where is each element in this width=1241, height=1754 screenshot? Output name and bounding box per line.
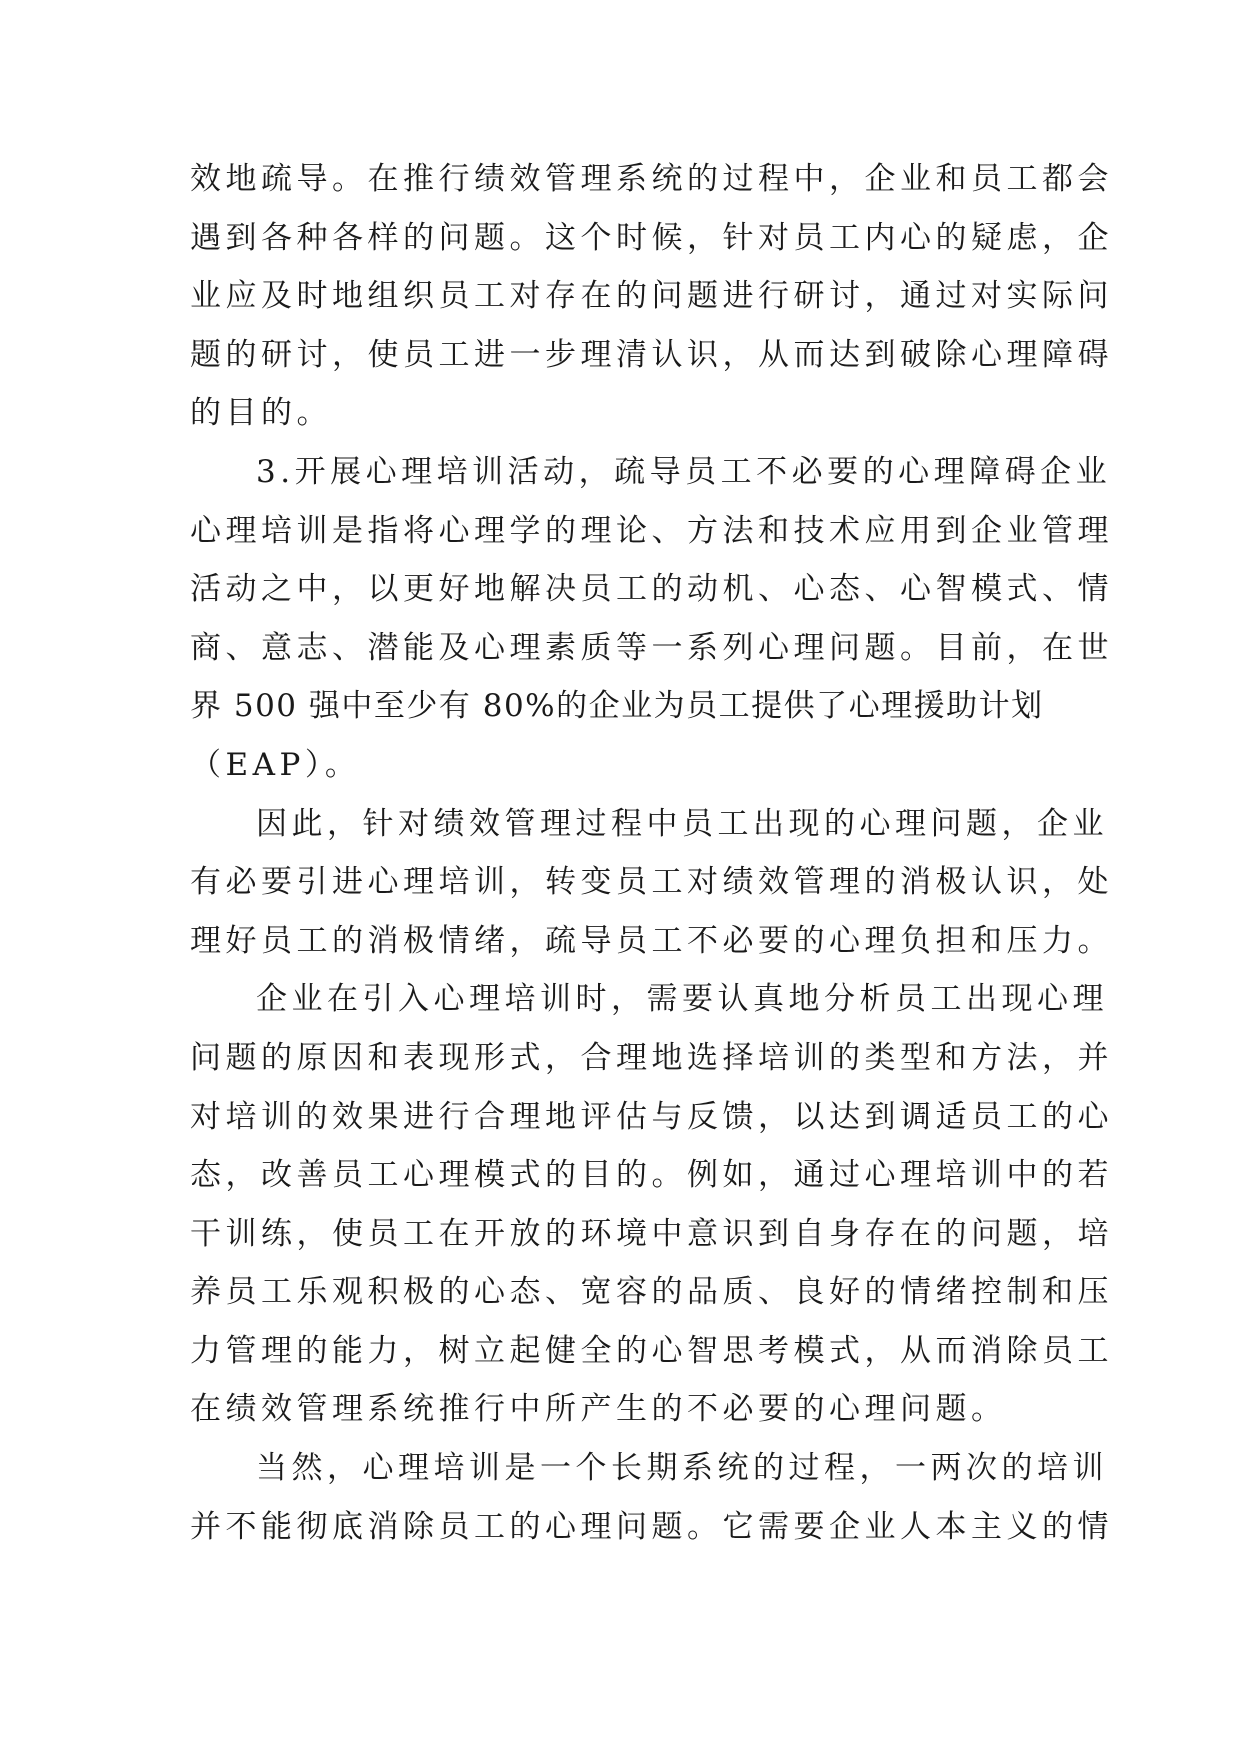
- text-line: 理好员工的消极情绪，疏导员工不必要的心理负担和压力。: [190, 922, 1113, 959]
- text-line: 对培训的效果进行合理地评估与反馈，以达到调适员工的心: [190, 1098, 1113, 1135]
- paragraph-start: 企业在引入心理培训时，需要认真地分析员工出现心理: [256, 981, 1108, 1018]
- body-text: [190, 150, 1113, 1556]
- text-line: 业应及时地组织员工对存在的问题进行研讨，通过对实际问: [190, 278, 1113, 315]
- paragraph-start: 因此，针对绩效管理过程中员工出现的心理问题，企业: [256, 805, 1108, 842]
- text-line: 界 500 强中至少有 80%的企业为员工提供了心理援助计划: [190, 688, 1044, 725]
- text-line: 干训练，使员工在开放的环境中意识到自身存在的问题，培: [190, 1215, 1113, 1252]
- text-line: 心理培训是指将心理学的理论、方法和技术应用到企业管理: [190, 512, 1113, 549]
- text-line: 问题的原因和表现形式，合理地选择培训的类型和方法，并: [190, 1039, 1113, 1076]
- text-line: 遇到各种各样的问题。这个时候，针对员工内心的疑虑，企: [190, 219, 1113, 256]
- text-line: 养员工乐观积极的心态、宽容的品质、良好的情绪控制和压: [190, 1274, 1113, 1311]
- text-line: （EAP）。: [190, 746, 361, 783]
- text-line: 活动之中，以更好地解决员工的动机、心态、心智模式、情: [190, 571, 1113, 608]
- text-line: 并不能彻底消除员工的心理问题。它需要企业人本主义的情: [190, 1508, 1113, 1545]
- text-line: 效地疏导。在推行绩效管理系统的过程中，企业和员工都会: [190, 161, 1113, 197]
- text-line: 商、意志、潜能及心理素质等一系列心理问题。目前，在世: [190, 629, 1113, 666]
- section-heading: 3.开展心理培训活动，疏导员工不必要的心理障碍企业: [256, 453, 1112, 490]
- text-line: 有必要引进心理培训，转变员工对绩效管理的消极认识，处: [190, 864, 1113, 901]
- text-line: 力管理的能力，树立起健全的心智思考模式，从而消除员工: [190, 1332, 1113, 1369]
- text-line: 态，改善员工心理模式的目的。例如，通过心理培训中的若: [190, 1157, 1113, 1194]
- text-line: 的目的。: [190, 395, 332, 432]
- text-line: 在绩效管理系统推行中所产生的不必要的心理问题。: [190, 1391, 1007, 1428]
- paragraph-start: 当然，心理培训是一个长期系统的过程，一两次的培训: [256, 1450, 1108, 1487]
- text-line: 题的研讨，使员工进一步理清认识，从而达到破除心理障碍: [190, 336, 1113, 373]
